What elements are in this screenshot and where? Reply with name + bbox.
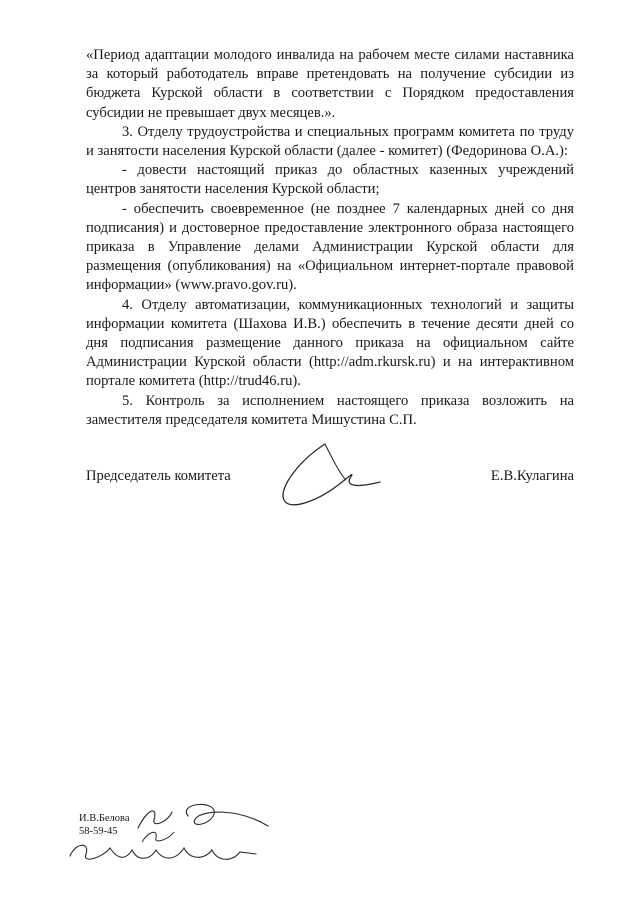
approval-scribble-lower [66, 836, 266, 872]
executor-name: И.В.Белова [79, 813, 130, 824]
paragraph-item-5: 5. Контроль за исполнением настоящего приказа возложить на заместителя председателя комитета Мишустина С.П. [86, 392, 574, 428]
handwritten-signature [270, 438, 410, 518]
executor-phone: 58-59-45 [79, 826, 118, 837]
paragraph-item-3-sub-1: - довести настоящий приказ до областных казенных учреждений центров занятости населения Курской области; [86, 162, 574, 198]
paragraph-item-3: 3. Отделу трудоустройства и специальных программ комитета по труду и занятости населения Курской области (далее - комитет) (Федоринова О.А.): [86, 123, 574, 160]
paragraph-item-3-sub-2: - обеспечить своевременное (не позднее 7 календарных дней со дня подписания) и достоверное предоставление электронного образа настоящего приказа в Управление делами Администрации Курской области для размещения (опубликования) на «Официальном интернет-портале правовой информации» (www.pravo.gov.ru). [86, 200, 574, 294]
signatory-name: Е.В.Кулагина [490, 468, 574, 484]
paragraph-quote: «Период адаптации молодого инвалида на рабочем месте силами наставника за который работодатель вправе претендовать на получение субсидии из бюджета Курской области в соответствии с Порядком предоставления субсидии не превышает двух месяцев.». [86, 47, 574, 121]
paragraph-item-4: 4. Отделу автоматизации, коммуникационных технологий и защиты информации комитета (Шахова И.В.) обеспечить в течение десяти дней со дня подписания размещение данного приказа на официальном сайте Администрации Курской области (http://adm.rkursk.ru) и на интерактивном портале комитета (http://trud46.ru). [86, 296, 574, 390]
signatory-title: Председатель комитета [86, 468, 231, 484]
document-body [86, 46, 574, 430]
